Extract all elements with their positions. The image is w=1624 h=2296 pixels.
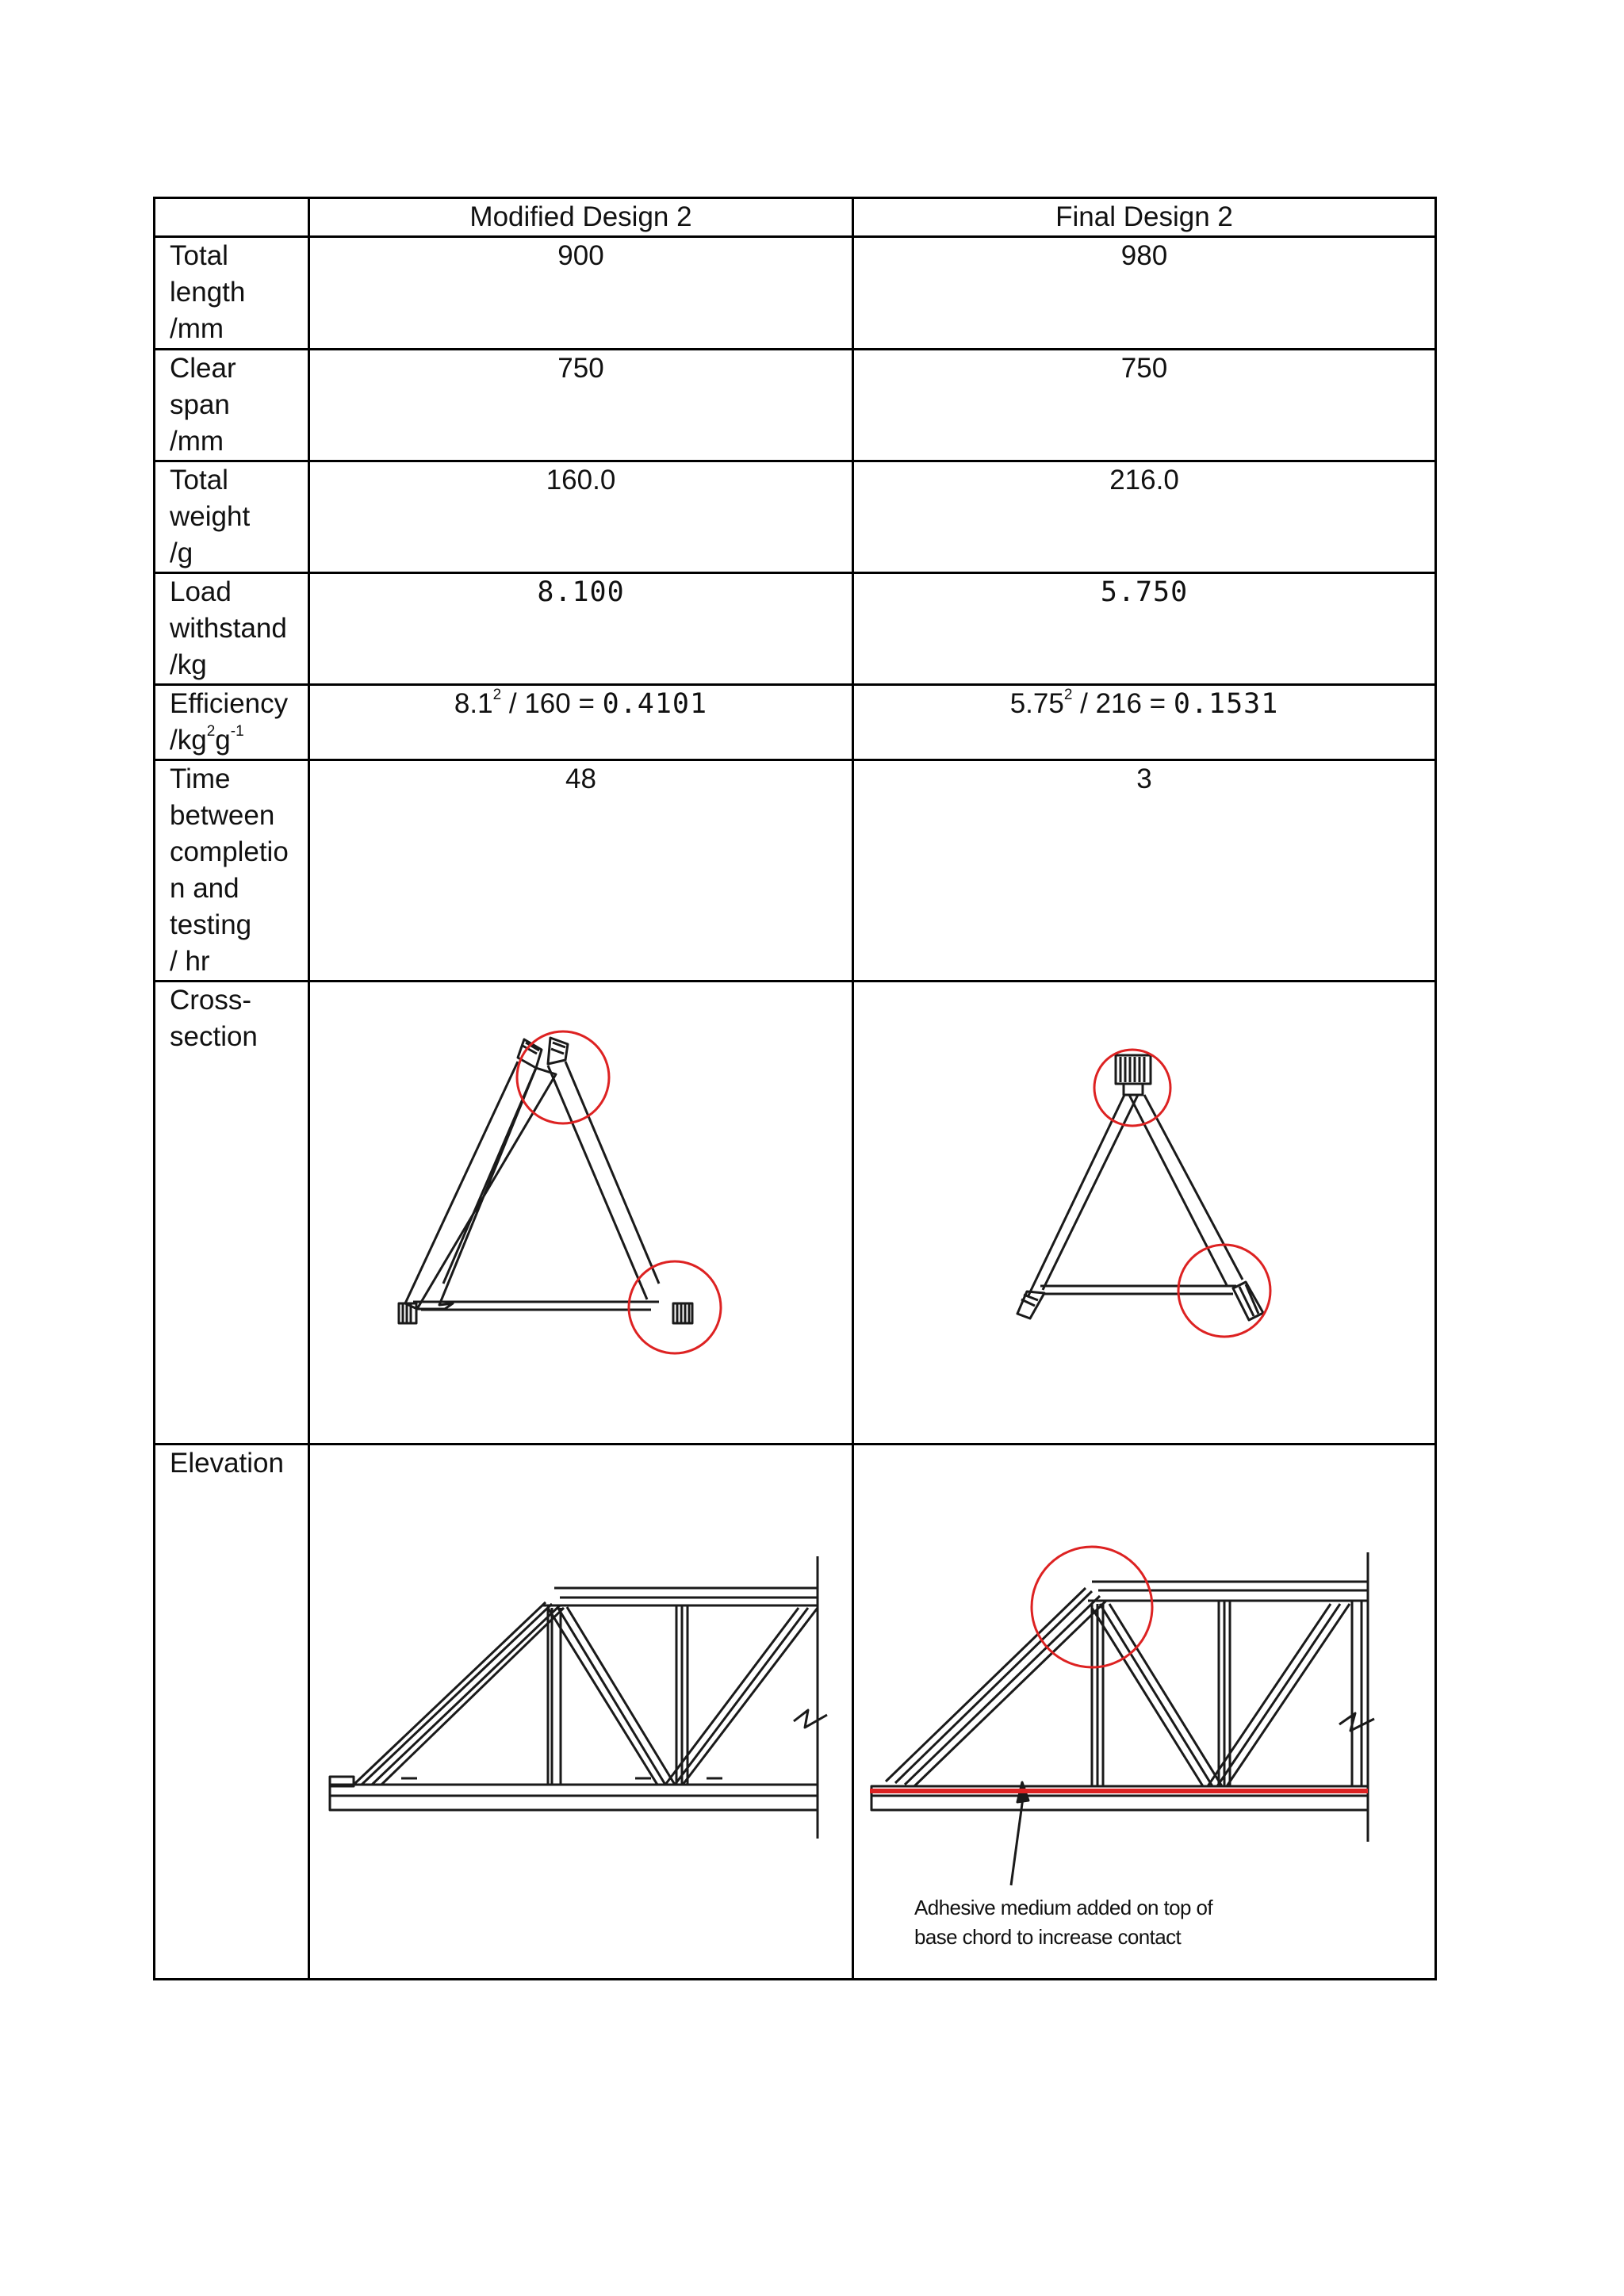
left-leg — [417, 1068, 556, 1309]
final-load-withstand: 5.750 — [853, 573, 1436, 685]
label-efficiency-main: Efficiency — [170, 688, 289, 719]
final-foot-highlight-circle — [1178, 1245, 1270, 1337]
final-total-length: 980 — [853, 237, 1436, 350]
final-efficiency — [853, 685, 1436, 760]
row-total-length — [155, 237, 1436, 350]
row-time-between — [155, 760, 1436, 982]
modified-eff-result: 0.4101 — [602, 688, 708, 720]
final-cross-section-cell — [853, 982, 1436, 1445]
modified-foot-highlight-circle — [629, 1261, 721, 1353]
modified-eff-rest: / 160 = — [501, 688, 603, 719]
modified-total-weight: 160.0 — [309, 461, 853, 573]
label-efficiency-unit: /kg — [170, 725, 207, 756]
modified-elevation-drawing — [310, 1445, 854, 1980]
label-efficiency-sup1: 2 — [206, 723, 216, 740]
modified-clear-span: 750 — [309, 350, 853, 461]
label-clear-span: Clear span /mm — [155, 350, 309, 461]
modified-load-withstand: 8.100 — [309, 573, 853, 685]
modified-time-between: 48 — [309, 760, 853, 982]
modified-elevation-cell — [309, 1445, 853, 1980]
final-cross-section-drawing — [854, 982, 1437, 1445]
header-corner-cell — [155, 198, 309, 237]
modified-efficiency — [309, 685, 853, 760]
adhesive-annotation: Adhesive medium added on top of base chord to increase contact — [914, 1896, 1212, 1949]
final-clear-span: 750 — [853, 350, 1436, 461]
modified-cross-section-cell — [309, 982, 853, 1445]
final-eff-rest: / 216 = — [1072, 688, 1174, 719]
modified-total-length: 900 — [309, 237, 853, 350]
row-total-weight — [155, 461, 1436, 573]
modified-eff-exp: 2 — [492, 687, 502, 704]
header-row — [155, 198, 1436, 237]
modified-eff-base: 8.1 — [454, 688, 493, 719]
header-modified-design: Modified Design 2 — [309, 198, 853, 237]
modified-cross-section-drawing — [310, 982, 854, 1445]
row-cross-section — [155, 982, 1436, 1445]
final-eff-exp: 2 — [1063, 687, 1073, 704]
final-top-highlight-circle — [1094, 1050, 1170, 1126]
header-final-design: Final Design 2 — [853, 198, 1436, 237]
row-efficiency — [155, 685, 1436, 760]
final-eff-result: 0.1531 — [1173, 688, 1279, 720]
final-time-between: 3 — [853, 760, 1436, 982]
comparison-table — [153, 197, 1437, 1980]
final-total-weight: 216.0 — [853, 461, 1436, 573]
label-efficiency-unit2: g — [215, 725, 231, 756]
final-eff-base: 5.75 — [1009, 688, 1064, 719]
label-efficiency-sup2: -1 — [230, 723, 244, 740]
label-total-weight: Total weight /g — [155, 461, 309, 573]
label-time-between: Time between completio n and testing / hr — [155, 760, 309, 982]
row-clear-span — [155, 350, 1436, 461]
row-elevation — [155, 1445, 1436, 1980]
label-cross-section: Cross- section — [155, 982, 309, 1445]
row-load-withstand — [155, 573, 1436, 685]
label-total-length: Total length /mm — [155, 237, 309, 350]
label-elevation: Elevation — [155, 1445, 309, 1980]
final-elevation-cell — [853, 1445, 1436, 1980]
label-efficiency — [155, 685, 309, 760]
label-load-withstand: Load withstand /kg — [155, 573, 309, 685]
